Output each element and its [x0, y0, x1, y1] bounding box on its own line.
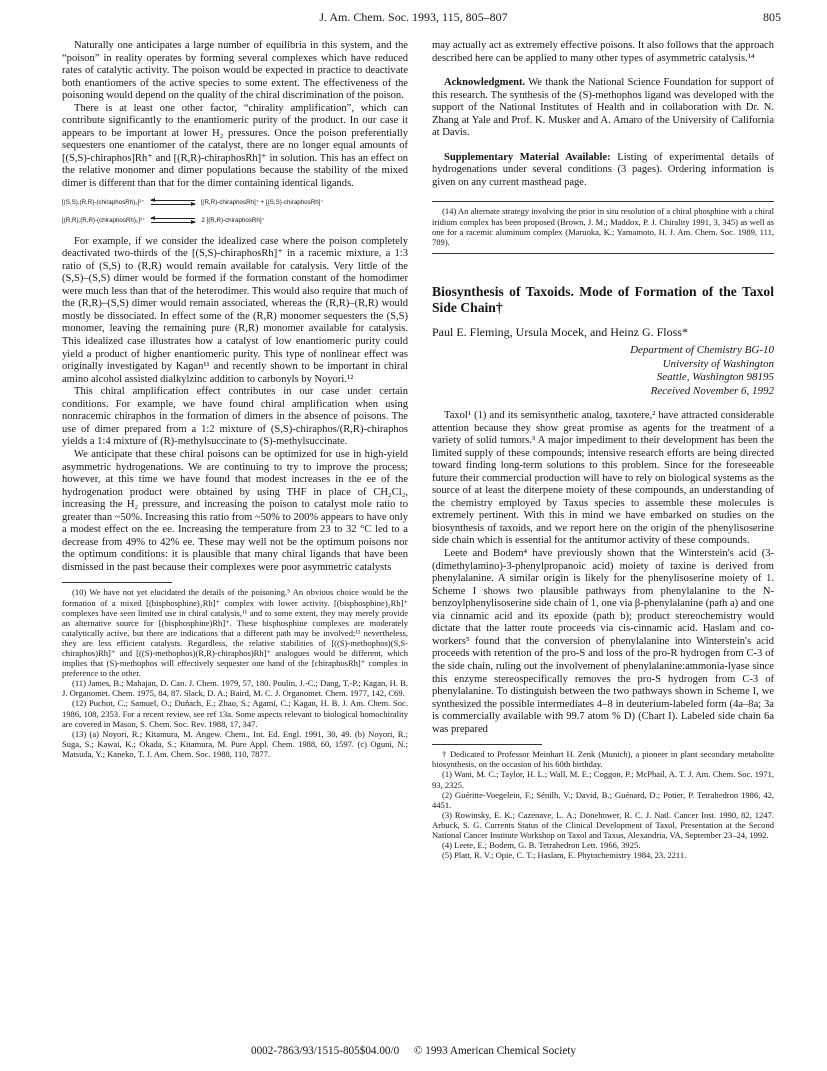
ack-heading: Acknowledgment. — [444, 77, 526, 89]
footnote: (10) We have not yet elucidated the details of the poisoning.⁵ An obvious choice would be the formation of a mixed [(bisphosphine)₂Rh]⁺ complex with lower activity. [(bisphosphine)₂Rh]⁺ complexes have seen limited use in chiral catalysis,¹¹ and to some extent, they may merely provide an alternative source for [(bisphosphine)Rh]⁺. These bisphosphine complexes are moderately catalytically active, but there are indications that a different path may be involved;¹¹ nevertheless, they are less efficient catalysts. Regardless, the relative stabilities of [((S)-methophos)(S,S-chiraphos)Rh]⁺ and [((S)-methophos)(R,R)-chiraphos)Rh]⁺ analogues would be different, which implies that (S)-methophos will effectively sequester one hand of the [chiraphosRh]⁺ complex in preference to the other. — [62, 587, 408, 679]
affiliation-university: University of Washington — [662, 357, 774, 370]
running-header — [0, 10, 827, 30]
paragraph: There is at least one other factor, “chirality amplification”, which can contribute significantly to the enantiomeric purity of the product. In our case it appears to be important at lower H₂ pressures. Once the poison preferentially sequesters one enantiomer of the catalyst, there are no longer equal amounts of [(S,S)-chiraphos]Rh⁺ and [(R,R)-chiraphosRh]⁺ in solution. This has an effect on the relative monomer and dimer populations because the stability of the mixed dimer is different than that for the dimer containing identical ligands. — [62, 102, 408, 190]
footnote: (12) Puchot, C.; Samuel, O.; Duñach, E.; Zhao, S.; Agami, C.; Kagan, H. B. J. Am. Chem. Soc. 1986, 108, 2353. For a recent review, see ref 13a. Some aspects relevant to biological homochirality are covered in Mason, S. Chem. Soc. Rev. 1988, 17, 347. — [62, 698, 408, 729]
supp-heading: Supplementary Material Available: — [444, 151, 611, 163]
scheme-right: 2 [(R,R)-chiraphosRh]⁺ — [201, 217, 265, 225]
supp-body: Listing of experimental details of hydrogenations under several conditions (3 pages). Ordering information is given on any current masthead page. — [432, 151, 774, 188]
equilibrium-scheme-1 — [62, 197, 408, 210]
footnotes — [432, 206, 774, 246]
footnote-divider — [62, 582, 172, 583]
supplementary-material — [432, 152, 774, 190]
affiliation-city: Seattle, Washington 98195 — [656, 371, 774, 384]
article-code: 0002-7863/93/1515-805$04.00/0 — [250, 1045, 400, 1057]
footnote: (2) Guéritte-Voegelein, F.; Sénilh, V.; David, B.; Guénard, D.; Potier, P. Tetrahedron 1986, 42, 4451. — [432, 789, 774, 810]
paragraph: Leete and Bodem⁴ have previously shown that the Winterstein's acid (3-(dimethylamino)-3-phenylpropanoic acid) moiety of taxine is derived from phenylalanine. A similar origin is likely for the phenylisoserine moiety of 1. Scheme I shows two plausible pathways from phenylalanine to the N-benzoylphenylisoserine side chain of 1, one via β-phenylalanine (path a) and one via cinnamic acid and its epoxide (path b); product stereochemistry would dictate that the latter route proceeds via cis-cinnamic acid. Haslam and co-workers⁵ found that the conversion of phenylalanine into Winterstein's acid proceeds with retention of the pro-S and loss of the pro-R hydrogen from C-3 of the side chain, ruling out the involvement of phenylalanine:ammonia-lyase since this enzyme stereospecifically removes the pro-S hydrogen from C-3 of phenylalanine. To distinguish between the two pathways shown in Scheme I, we synthesized the possible intermediates 4–8 in deuterium-labeled form (4a–8a; 3a is commercially available with 99.7 atom % D) (Chart I). Labeled side chain 6a was prepared — [432, 548, 774, 735]
journal-citation: J. Am. Chem. Soc. 1993, 115, 805–807 — [319, 10, 508, 24]
paragraph: This chiral amplification effect contributes in our case under certain conditions. For example, we have found chiral amplification when using nonracemic chiraphos in the formation of dimers in the absence of poisons. The use of dimer prepared from a 1:2 mixture of (S,S)-chiraphos/(R,R)-chiraphos yields a 1:4 mixture of (R)-methylsuccinate to (S)-methylsuccinate. — [62, 386, 408, 448]
footnote: (13) (a) Noyori, R.; Kitamura, M. Angew. Chem., Int. Ed. Engl. 1991, 30, 49. (b) Noyori, R.; Suga, S.; Kawai, K.; Okada, S.; Kitamura, M. Pure Appl. Chem. 1988, 60, 1597. (c) Oguni, N.; Matsuda, Y.; Kaneko, T. J. Am. Chem. Soc. 1988, 110, 7877. — [62, 728, 408, 759]
footnote: (1) Wani, M. C.; Taylor, H. L.; Wall, M. E.; Coggon, P.; McPhail, A. T. J. Am. Chem. Soc. 1971, 93, 2325. — [432, 769, 774, 790]
footnotes — [432, 749, 774, 860]
footnote: (4) Leete, E.; Bodem, G. B. Tetrahedron Lett. 1966, 3925. — [442, 840, 641, 851]
footnote: † Dedicated to Professor Meinhart H. Zenk (Munich), a pioneer in plant secondary metabolite biosynthesis, on the occasion of his 60th birthday. — [432, 749, 774, 770]
page-number: 805 — [763, 10, 781, 24]
copyright: © 1993 American Chemical Society — [414, 1045, 576, 1057]
received-date: Received November 6, 1992 — [650, 384, 774, 397]
equilibrium-scheme-2 — [62, 215, 408, 228]
scheme-left: [(S,S),(R,R)-(chiraphosRh)₂]²⁺ — [62, 198, 145, 206]
page-footer — [0, 1045, 827, 1057]
article-title: Biosynthesis of Taxoids. Mode of Formation of the Taxol Side Chain† — [432, 283, 774, 315]
footnote: (3) Rowinsky, E. K.; Cazenave, L. A.; Donehower, R. C. J. Natl. Cancer Inst. 1990, 82, 1247. Arbuck, S. G. Currents Status of the Clinical Development of Taxol, Presentation at the Second National Cancer Institute Workshop on Taxol and Taxus, Alexandria, VA, September 23–24, 1992. — [432, 809, 774, 840]
paragraph: may actually act as extremely effective poisons. It also follows that the approach described here can be applied to many other types of asymmetric catalysis.¹⁴ — [432, 40, 774, 64]
equilibrium-arrow-icon — [151, 198, 195, 208]
affiliation — [432, 344, 774, 398]
paragraph: For example, if we consider the idealized case where the poison completely deactivated two-thirds of the [(S,S)-chiraphosRh]⁺ in a racemic mixture, a 1:3 ratio of (S,S) to (R,R) would remain available for catalysis. Very little of the (S,S)–(S,S) dimer would be formed if the formation constant of the homodimer were much less than that of the heterodimer. This would also require that much of the (R,R)–(S,S) dimer would remain associated, whereas the (R,R)–(R,R) would mostly be dissociated. In effect some of the (R,R) monomer sequesters the (S,S) monomer, leaving the remaining pure (R,R) monomer available for catalysis. This idealized case illustrates how a catalyst of low enantiomeric purity could yield a product of higher enantiomeric purity. This type of nonlinear effect was originally investigated by Kagan¹¹ and recently shown to be important in chiral amino alcohol assisted dialkylzinc addition to carbonyls by Noyori.¹² — [62, 235, 408, 385]
affiliation-department: Department of Chemistry BG-10 — [630, 344, 774, 357]
right-column — [432, 40, 774, 860]
footnote-divider — [432, 201, 774, 202]
equilibrium-arrow-icon — [151, 216, 195, 226]
scheme-right: [(R,R)-chiraphosRh]⁺ + [(S,S)-chiraphosRh]⁺ — [200, 198, 324, 206]
paragraph: Taxol¹ (1) and its semisynthetic analog, taxotere,² have attracted considerable attention because they show great promise as agents for the treatment of a variety of solid tumors.³ A major impediment to their development has been the limited supply of these compounds; intensive research efforts are being directed toward finding long-term solutions to this problem. Since for the foreseeable future their commercial production will have to rely on biological systems as the source of at least the diterpene moiety of these compounds, an understanding of the chemistry employed by Taxus species to assemble these molecules is extremely pertinent. With this in mind we have embarked on studies on the biosynthesis of taxoids, and we report here on the origin of the phenylisoserine side chain which is essential for the antitumor activity of these compounds. — [432, 410, 774, 547]
footnotes — [62, 587, 408, 759]
paragraph: We anticipate that these chiral poisons can be optimized for use in high-yield asymmetric hydrogenations. We are continuing to try to improve the process; however, at this time we have found that modest increases in the ee of the hydrogenation product were obtained by using THF in place of CH₂Cl₂, increasing the H₂ pressure, and increasing the poison to catalyst mole ratio to greater than ~50%. Increasing this ratio from ~50% to 200% appears to have only a modest effect on the ee. Increasing the temperature from 23 to 32 °C led to a decrease from 49% to 42% ee. These may well not be the optimum poisons nor the optimum conditions: it is plausible that many chiral ligands that have been dismissed in the past because their complexes were poor asymmetric catalysts — [62, 448, 408, 573]
footnote: (14) An alternate strategy involving the prior in situ resolution of a chiral phosphine with a chiral iridium complex has been proposed (Brown, J. M.; Maddox, P. J. Chirality 1991, 3, 345) as well as one for a racemic aluminum complex (Maruoka, K.; Yamamoto, H. J. Am. Chem. Soc. 1989, 111, 789). — [432, 206, 774, 247]
ack-body: We thank the National Science Foundation for support of this research. The synthesis of the (S)-methophos ligand was developed with the support of the National Institutes of Health and in collaboration with Dr. N. Zhang at Yale and Prof. K. Musker and A. Amaro of the University of California at Davis. — [432, 77, 774, 139]
left-column — [62, 40, 408, 759]
scheme-left: [(R,R),(R,R)-(chiraphosRh)₂]²⁺ — [62, 217, 146, 225]
paragraph: Naturally one anticipates a large number of equilibria in this system, and the “poison” in reality operates by forming several complexes which have reduced rates of catalytic activity. The poison would be expected in practice to deactivate both enantiomers of the active species to some extent. The effectiveness of the poisoning would depend on the quality of the chiral discrimination of the poison. — [62, 40, 408, 102]
footnote-divider — [432, 744, 542, 745]
authors: Paul E. Fleming, Ursula Mocek, and Heinz G. Floss* — [432, 324, 688, 339]
acknowledgment — [432, 77, 774, 140]
footnote: (5) Platt, R. V.; Opie, C. T.; Haslam, E. Phytochemistry 1984, 23, 2211. — [442, 850, 687, 861]
footnote: (11) James, B.; Mahajan, D. Can. J. Chem. 1979, 57, 180. Poulin, J.-C.; Dang, T.-P.; Kagan, H. B. J. Organomet. Chem. 1975, 84, 87. Slack, D. A.; Baird, M. C. J. Organomet. Chem. 1977, 142, C69. — [62, 678, 408, 699]
